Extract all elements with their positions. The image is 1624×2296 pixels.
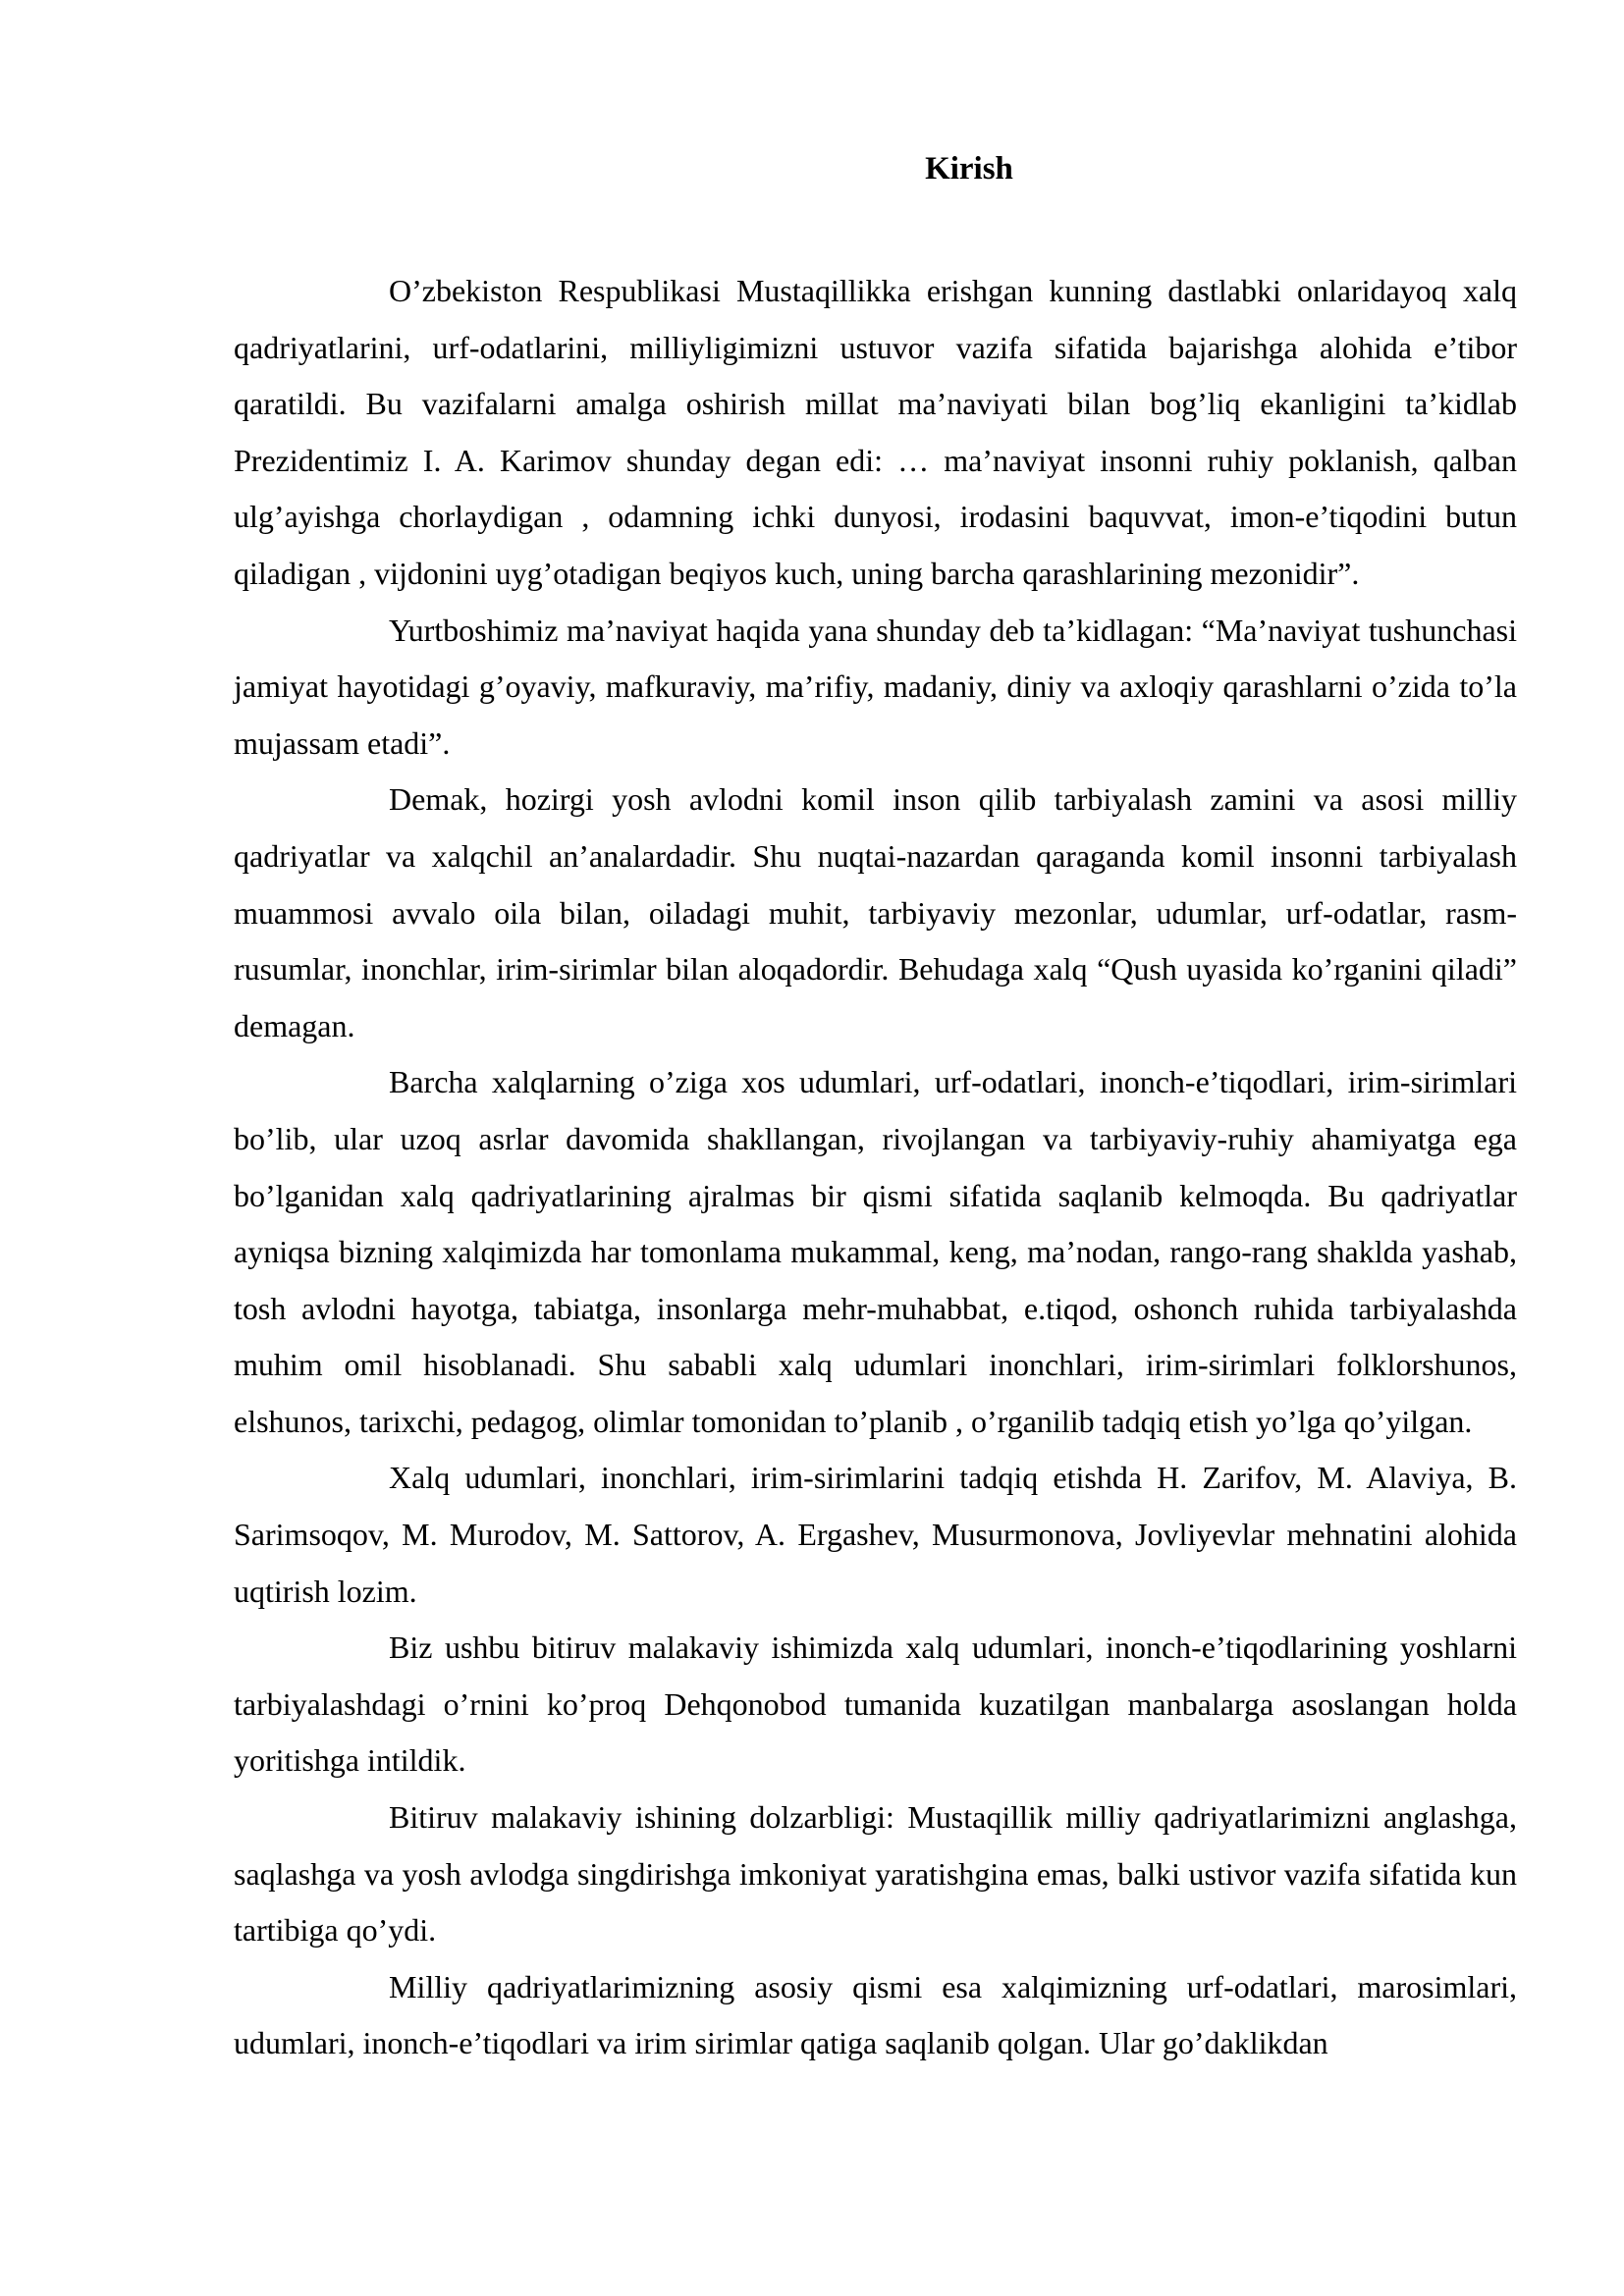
paragraph: O’zbekiston Respublikasi Mustaqillikka erishgan kunning dastlabki onlaridayoq xalq qadriyatlarini, urf-odatlarini, milliyligimizni ustuvor vazifa sifatida bajarishga alohida e’tibor qaratildi. Bu vazifalarni amalga oshirish millat ma’naviyati bilan bog’liq ekanligini ta’kidlab Prezidentimiz I. A. Karimov shunday degan edi: … ma’naviyat insonni ruhiy poklanish, qalban ulg’ayishga chorlaydigan , odamning ichki dunyosi, irodasini baquvvat, imon-e’tiqodini butun qiladigan , vijdonini uyg’otadigan beqiyos kuch, uning barcha qarashlarining mezonidir”. bbox=[234, 273, 1517, 591]
document-title: Kirish bbox=[925, 151, 1013, 187]
paragraph: Milliy qadriyatlarimizning asosiy qismi esa xalqimizning urf-odatlari, marosimlari, udumlari, inonch-e’tiqodlari va irim sirimlar qatiga saqlanib qolgan. Ular go’daklikdan bbox=[234, 1968, 1517, 2061]
paragraph: Yurtboshimiz ma’naviyat haqida yana shunday deb ta’kidlagan: “Ma’naviyat tushunchasi jamiyat hayotidagi g’oyaviy, mafkuraviy, ma’rifiy, madaniy, diniy va axloqiy qarashlarni o’zida to’la mujassam etadi”. bbox=[234, 612, 1517, 761]
paragraph: Barcha xalqlarning o’ziga xos udumlari, urf-odatlari, inonch-e’tiqodlari, irim-sirimlari bo’lib, ular uzoq asrlar davomida shakllangan, rivojlangan va tarbiyaviy-ruhiy ahamiyatga ega bo’lganidan xalq qadriyatlarining ajralmas bir qismi sifatida saqlanib kelmoqda. Bu qadriyatlar ayniqsa bizning xalqimizda har tomonlama mukammal, keng, ma’nodan, rango-rang shaklda yashab, tosh avlodni hayotga, tabiatga, insonlarga mehr-muhabbat, e.tiqod, oshonch ruhida tarbiyalashda muhim omil hisoblanadi. Shu sababli xalq udumlari inonchlari, irim-sirimlari folklorshunos, elshunos, tarixchi, pedagog, olimlar tomonidan to’planib , o’rganilib tadqiq etish yo’lga qo’yilgan. bbox=[234, 1064, 1517, 1439]
paragraph: Biz ushbu bitiruv malakaviy ishimizda xalq udumlari, inonch-e’tiqodlarining yoshlarni tarbiyalashdagi o’rnini ko’proq Dehqonobod tumanida kuzatilgan manbalarga asoslangan holda yoritishga intildik. bbox=[234, 1629, 1517, 1779]
document-body bbox=[234, 263, 1517, 2072]
paragraph: Xalq udumlari, inonchlari, irim-sirimlarini tadqiq etishda H. Zarifov, M. Alaviya, B. Sarimsoqov, M. Murodov, M. Sattorov, A. Ergashev, Musurmonova, Jovliyevlar mehnatini alohida uqtirish lozim. bbox=[234, 1460, 1517, 1609]
paragraph: Demak, hozirgi yosh avlodni komil inson qilib tarbiyalash zamini va asosi milliy qadriyatlar va xalqchil an’analardadir. Shu nuqtai-nazardan qaraganda komil insonni tarbiyalash muammosi avvalo oila bilan, oiladagi muhit, tarbiyaviy mezonlar, udumlar, urf-odatlar, rasm-rusumlar, inonchlar, irim-sirimlar bilan aloqadordir. Behudaga xalq “Qush uyasida ko’rganini qiladi” demagan. bbox=[234, 781, 1517, 1043]
paragraph: Bitiruv malakaviy ishining dolzarbligi: Mustaqillik milliy qadriyatlarimizni anglashga, saqlashga va yosh avlodga singdirishga imkoniyat yaratishgina emas, balki ustivor vazifa sifatida kun tartibiga qo’ydi. bbox=[234, 1799, 1517, 1949]
